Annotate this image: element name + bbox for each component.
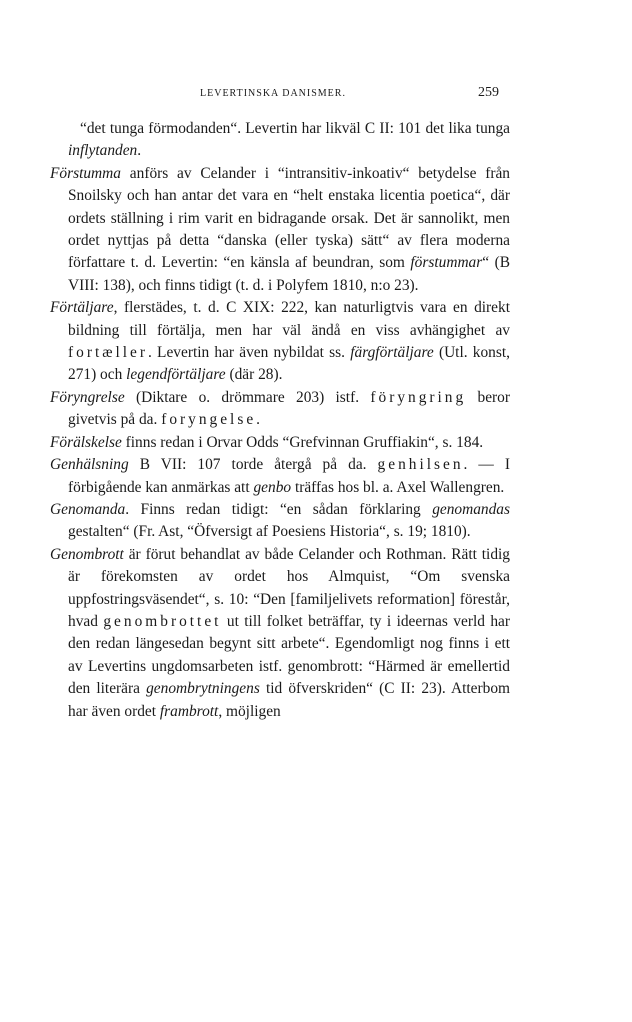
headword: Förtäljare (50, 299, 114, 317)
page-number: 259 (478, 85, 499, 100)
entry-genhalsning: Genhälsning B VII: 107 torde återgå på da. genhilsen. — I förbigående kan anmärkas att genbo träffas hos bl. a. Axel Wallengren. (50, 456, 510, 496)
headword: Förstumma (50, 164, 121, 182)
entry-forstumma: Förstumma anförs av Celander i “intransitiv-inkoativ“ betydelse från Snoilsky och han antar det vara en “helt enstaka licentia poetica“, där ordets ställning i rim varit en bidragande orsak. Det är sannolikt, men ordet nyttjas på detta “danska (eller tyska) sätt“ av flera moderna författare t. d. Levertin: “en känsla af beundran, som förstummar“ (B VIII: 138), och finns tidigt (t. d. i Polyfem 1810, n:o 23). (50, 164, 510, 294)
headword: Genomanda (50, 500, 126, 518)
entry-continuation: “det tunga förmodanden“. Levertin har likväl C II: 101 det lika tunga inflytanden. (68, 120, 510, 160)
entry-genomanda: Genomanda. Finns redan tidigt: “en sådan förklaring genomandas gestalten“ (Fr. Ast, “Öfversigt af Poesiens Historia“, s. 19; 1810). (50, 500, 510, 541)
headword: Förälskelse (50, 433, 122, 451)
headword: Genombrott (50, 545, 124, 563)
entry-genombrott: Genombrott är förut behandlat av både Celander och Rothman. Rätt tidig är förekomsten av ordet hos Almquist, “Om svenska uppfostringsväsendet“, s. 10: “Den [familjelivets reformation] förestår, hvad genombrottet ut till folket beträffar, ty i ideernas verld har den redan längesedan begynt sitt arbete“. Egendomligt nog finns i ett av Levertins ungdomsarbeten istf. genombrott: “Härmed är emellertid den literära genombrytningens tid öfverskriden“ (C II: 23). Atterbom har även ordet frambrott, möjligen (50, 545, 511, 720)
running-title: LEVERTINSKA DANISMER. (200, 88, 346, 99)
entry-fortaljare: Förtäljare, flerstädes, t. d. C XIX: 222, kan naturligtvis vara en direkt bildning till förtälja, men har väl ändå en viss avhängighet av fortæller. Levertin har även nybildat ss. färgförtäljare (Utl. konst, 271) och legendförtäljare (där 28). (50, 299, 510, 384)
headword: Föryngrelse (50, 388, 125, 406)
headword: Genhälsning (50, 456, 129, 474)
running-header (0, 85, 632, 108)
entry-foryngrelse: Föryngrelse (Diktare o. drömmare 203) istf. föryngring beror givetvis på da. foryngelse. (50, 388, 510, 429)
entry-foralskelse: Förälskelse finns redan i Orvar Odds “Grefvinnan Gruffiakin“, s. 184. (50, 433, 484, 451)
dictionary-body (50, 118, 510, 723)
